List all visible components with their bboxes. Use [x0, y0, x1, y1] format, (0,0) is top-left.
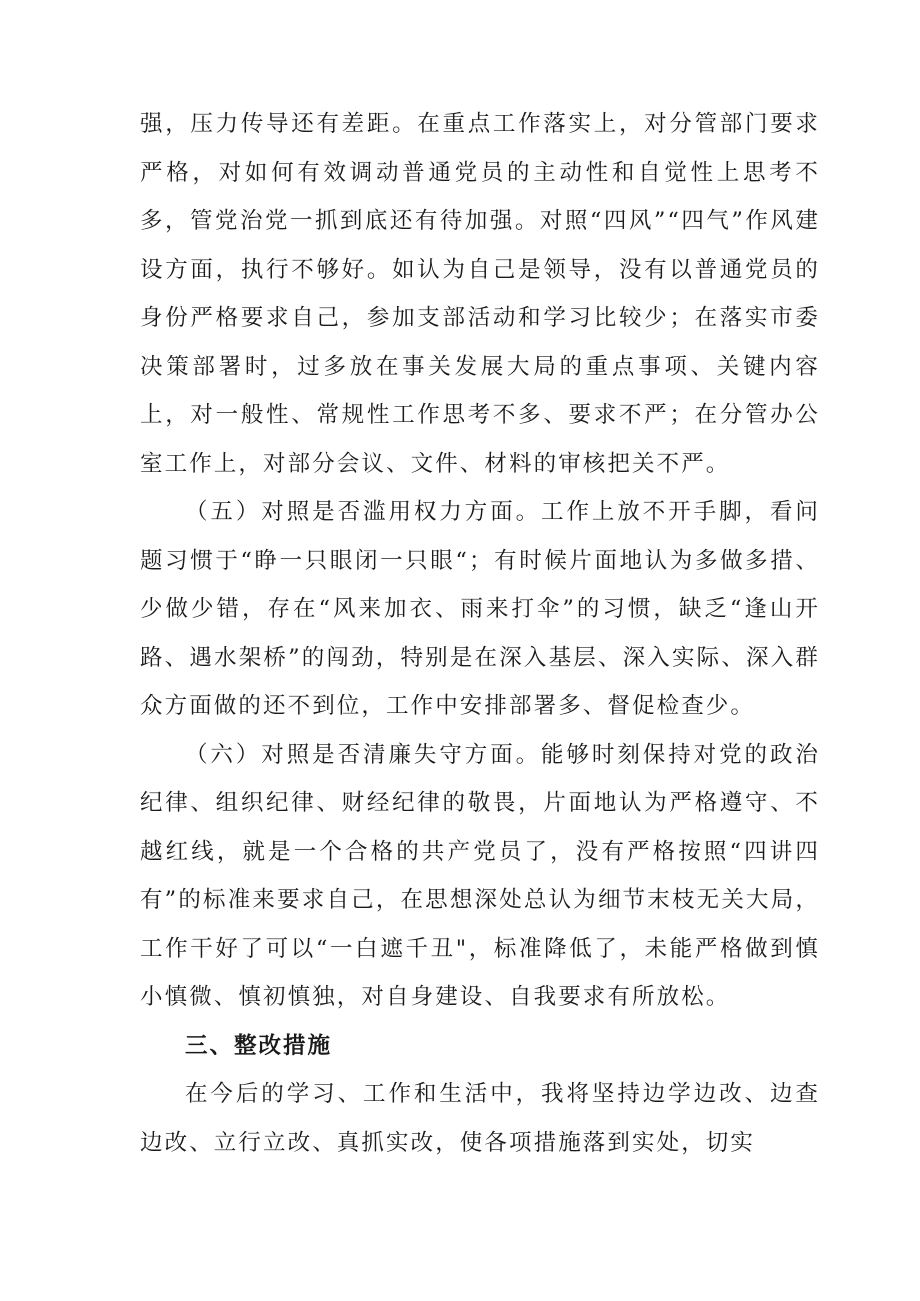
- document-body: [140, 100, 820, 1167]
- paragraph-section-five: （五）对照是否滥用权力方面。工作上放不开手脚，看问题习惯于“睁一只眼闭一只眼“；有时候片面地认为多做多措、少做少错，存在“风来加衣、雨来打伞”的习惯，缺乏“逢山开路、遇水架桥”的闯劲，特别是在深入基层、深入实际、深入群众方面做的还不到位，工作中安排部署多、督促检查少。: [140, 499, 820, 719]
- paragraph-section-six: （六）对照是否清廉失守方面。能够时刻保持对党的政治纪律、组织纪律、财经纪律的敬畏，片面地认为严格遵守、不越红线，就是一个合格的共产党员了，没有严格按照“四讲四有”的标准来要求自己，在思想深处总认为细节末枝无关大局，工作干好了可以“一白遮千丑"，标准降低了，未能严格做到慎小慎微、慎初慎独，对自身建设、自我要求有所放松。: [140, 741, 820, 1010]
- paragraph-continuation: 强，压力传导还有差距。在重点工作落实上，对分管部门要求严格，对如何有效调动普通党员的主动性和自觉性上思考不多，管党治党一抓到底还有待加强。对照“四风”“四气”作风建设方面，执行不够好。如认为自己是领导，没有以普通党员的身份严格要求自己，参加支部活动和学习比较少；在落实市委决策部署时，过多放在事关发展大局的重点事项、关键内容上，对一般性、常规性工作思考不多、要求不严；在分管办公室工作上，对部分会议、文件、材料的审核把关不严。: [140, 111, 820, 477]
- section-heading: 三、整改措施: [185, 1032, 333, 1059]
- paragraph-rectification: 在今后的学习、工作和生活中，我将坚持边学边改、边查边改、立行立改、真抓实改，使各项措施落到实处，切实: [140, 1081, 820, 1156]
